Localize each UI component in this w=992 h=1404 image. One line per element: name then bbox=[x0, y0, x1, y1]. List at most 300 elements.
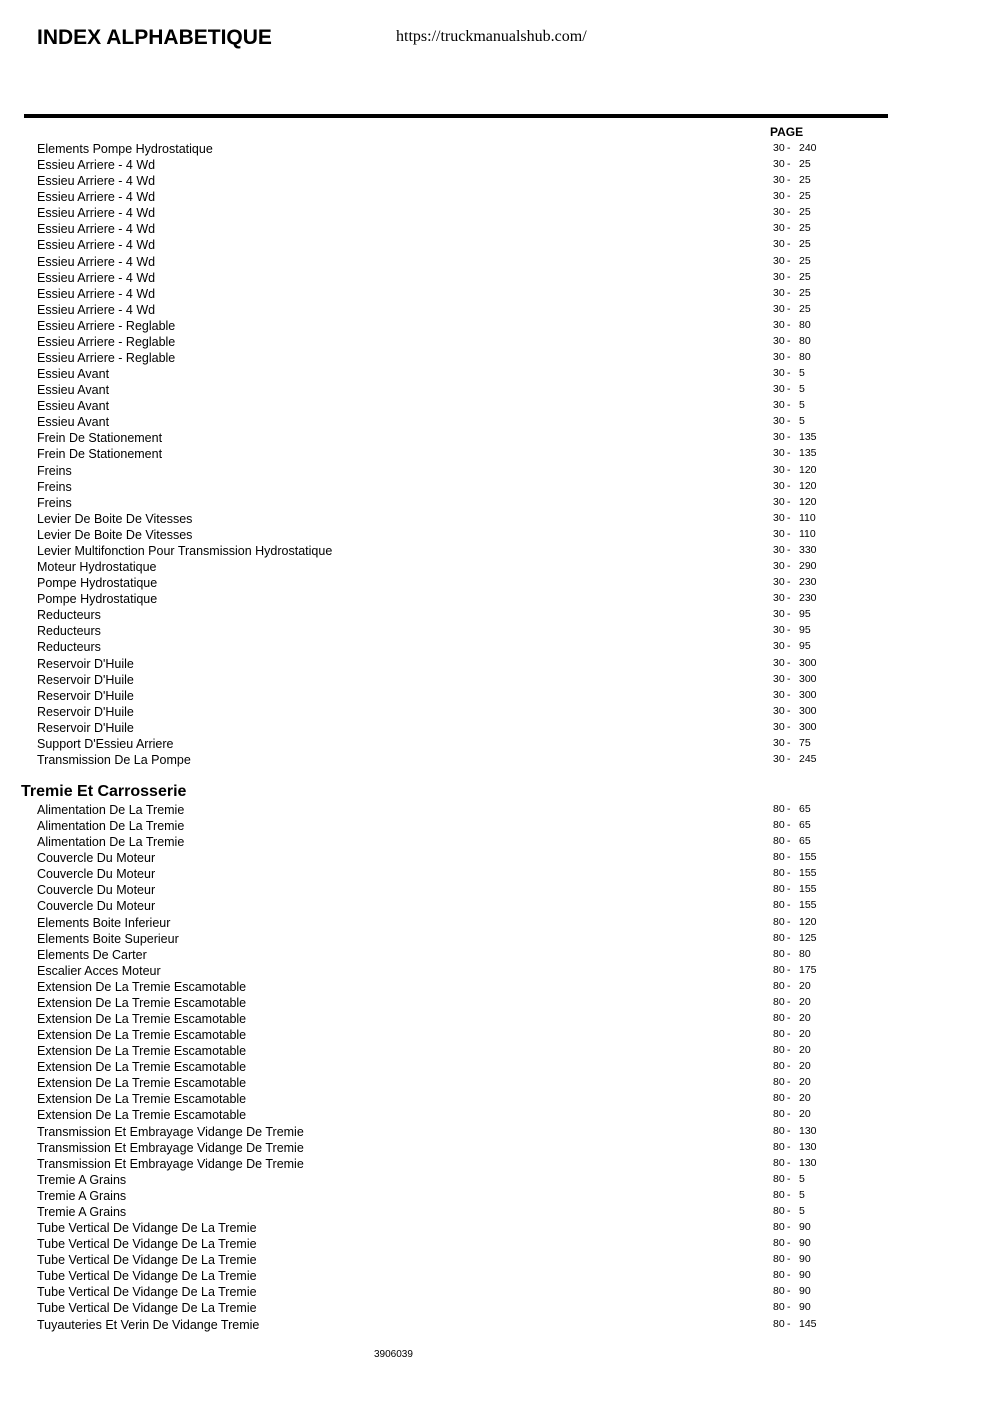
entry-page-number: 90 bbox=[799, 1301, 811, 1314]
index-entry bbox=[0, 607, 992, 623]
entry-name: Alimentation De La Tremie bbox=[37, 803, 185, 817]
entry-page-number: 5 bbox=[799, 1204, 805, 1217]
entry-section-number: 30 bbox=[773, 367, 785, 380]
entry-separator: - bbox=[787, 351, 791, 364]
entry-section-number: 30 bbox=[773, 592, 785, 605]
entry-page-number: 125 bbox=[799, 931, 817, 944]
entry-page-number: 230 bbox=[799, 576, 817, 589]
entry-page-number: 20 bbox=[799, 1028, 811, 1041]
entry-section-number: 30 bbox=[773, 286, 785, 299]
entry-page-number: 135 bbox=[799, 431, 817, 444]
entry-separator: - bbox=[787, 1285, 791, 1298]
entry-name: Extension De La Tremie Escamotable bbox=[37, 995, 247, 1010]
entry-section-number: 80 bbox=[773, 1285, 785, 1298]
index-entry bbox=[0, 1204, 992, 1220]
index-entry bbox=[0, 157, 992, 173]
entry-name: Tuyauteries Et Verin De Vidange Tremie bbox=[37, 1317, 260, 1332]
entry-page-number: 230 bbox=[799, 592, 817, 605]
entry-name: Levier De Boite De Vitesses bbox=[37, 527, 193, 542]
entry-section-number: 80 bbox=[773, 1108, 785, 1121]
entry-page-number: 245 bbox=[799, 752, 817, 765]
entry-name: Transmission Et Embrayage Vidange De Tremie bbox=[37, 1124, 304, 1139]
entry-separator: - bbox=[787, 1108, 791, 1121]
entry-separator: - bbox=[787, 527, 791, 540]
index-entry bbox=[0, 1284, 992, 1300]
index-entry bbox=[0, 446, 992, 462]
entry-name: Reservoir D'Huile bbox=[37, 672, 134, 687]
entry-name: Reservoir D'Huile bbox=[37, 688, 134, 703]
entry-page-number: 300 bbox=[799, 720, 817, 733]
entry-page-number: 25 bbox=[799, 222, 811, 235]
entry-page-number: 5 bbox=[799, 367, 805, 380]
entry-page-number: 155 bbox=[799, 851, 817, 864]
entry-page-number: 20 bbox=[799, 1092, 811, 1105]
index-entry bbox=[0, 898, 992, 914]
index-entry bbox=[0, 1011, 992, 1027]
entry-separator: - bbox=[787, 1044, 791, 1057]
entry-page-number: 20 bbox=[799, 1108, 811, 1121]
index-entry bbox=[0, 205, 992, 221]
entry-separator: - bbox=[787, 979, 791, 992]
index-entry bbox=[0, 1188, 992, 1204]
entry-separator: - bbox=[787, 688, 791, 701]
entry-name: Essieu Arriere - Reglable bbox=[37, 334, 176, 349]
section-heading: Tremie Et Carrosserie bbox=[21, 783, 187, 800]
entry-name: Tremie A Grains bbox=[37, 1188, 127, 1203]
entry-name: Essieu Arriere - 4 Wd bbox=[37, 158, 156, 173]
entry-name: Extension De La Tremie Escamotable bbox=[37, 1012, 247, 1027]
entry-separator: - bbox=[787, 947, 791, 960]
entry-name: Essieu Arriere - 4 Wd bbox=[37, 270, 156, 285]
entry-separator: - bbox=[787, 640, 791, 653]
entry-page-number: 80 bbox=[799, 947, 811, 960]
entry-separator: - bbox=[787, 1156, 791, 1169]
entry-section-number: 30 bbox=[773, 206, 785, 219]
entry-separator: - bbox=[787, 576, 791, 589]
entry-page-number: 80 bbox=[799, 334, 811, 347]
entry-separator: - bbox=[787, 803, 791, 815]
entry-separator: - bbox=[787, 463, 791, 476]
index-entry bbox=[0, 318, 992, 334]
entry-section-number: 80 bbox=[773, 1301, 785, 1314]
index-entry bbox=[0, 463, 992, 479]
entry-page-number: 240 bbox=[799, 142, 817, 154]
entry-section-number: 30 bbox=[773, 399, 785, 412]
entry-separator: - bbox=[787, 1188, 791, 1201]
entry-separator: - bbox=[787, 1317, 791, 1330]
entry-page-number: 110 bbox=[799, 511, 816, 524]
index-entry bbox=[0, 1075, 992, 1091]
entry-separator: - bbox=[787, 915, 791, 928]
entry-page-number: 20 bbox=[799, 979, 811, 992]
index-entry bbox=[0, 656, 992, 672]
entry-page-number: 25 bbox=[799, 254, 811, 267]
entry-separator: - bbox=[787, 656, 791, 669]
entry-page-number: 130 bbox=[799, 1140, 817, 1153]
index-entry bbox=[0, 334, 992, 350]
entry-separator: - bbox=[787, 254, 791, 267]
entry-section-number: 30 bbox=[773, 415, 785, 428]
entry-page-number: 20 bbox=[799, 1076, 811, 1089]
index-entry bbox=[0, 1220, 992, 1236]
entry-name: Reducteurs bbox=[37, 624, 101, 639]
index-entry bbox=[0, 575, 992, 591]
entry-separator: - bbox=[787, 1124, 791, 1137]
index-entry bbox=[0, 688, 992, 704]
entry-name: Levier De Boite De Vitesses bbox=[37, 511, 193, 526]
index-entry bbox=[0, 704, 992, 720]
entry-separator: - bbox=[787, 1028, 791, 1041]
entry-section-number: 30 bbox=[773, 720, 785, 733]
entry-name: Couvercle Du Moteur bbox=[37, 851, 156, 866]
entry-page-number: 25 bbox=[799, 270, 811, 283]
index-entry bbox=[0, 430, 992, 446]
entry-section-number: 30 bbox=[773, 158, 785, 171]
entry-separator: - bbox=[787, 1172, 791, 1185]
index-entry bbox=[0, 1236, 992, 1252]
source-url: https://truckmanualshub.com/ bbox=[396, 28, 587, 45]
index-entry bbox=[0, 1043, 992, 1059]
entry-section-number: 30 bbox=[773, 383, 785, 396]
entry-separator: - bbox=[787, 270, 791, 283]
entry-section-number: 80 bbox=[773, 851, 785, 864]
entry-page-number: 5 bbox=[799, 1188, 805, 1201]
entry-section-number: 80 bbox=[773, 1044, 785, 1057]
entry-page-number: 145 bbox=[799, 1317, 817, 1330]
index-entry bbox=[0, 1300, 992, 1316]
index-entry bbox=[0, 237, 992, 253]
entry-name: Freins bbox=[37, 495, 72, 510]
entry-section-number: 30 bbox=[773, 527, 785, 540]
entry-page-number: 130 bbox=[799, 1124, 817, 1137]
entry-name: Tremie A Grains bbox=[37, 1172, 127, 1187]
entry-separator: - bbox=[787, 560, 791, 573]
entry-separator: - bbox=[787, 835, 791, 848]
entry-page-number: 25 bbox=[799, 206, 811, 219]
entry-page-number: 90 bbox=[799, 1269, 811, 1282]
entry-section-number: 80 bbox=[773, 819, 785, 832]
entry-separator: - bbox=[787, 1269, 791, 1282]
index-entry bbox=[0, 1027, 992, 1043]
entry-section-number: 30 bbox=[773, 254, 785, 267]
entry-name: Transmission De La Pompe bbox=[37, 752, 191, 767]
index-entry bbox=[0, 1156, 992, 1172]
entry-section-number: 30 bbox=[773, 174, 785, 187]
entry-name: Couvercle Du Moteur bbox=[37, 867, 156, 882]
index-entry bbox=[0, 672, 992, 688]
index-entry bbox=[0, 931, 992, 947]
entry-name: Reservoir D'Huile bbox=[37, 704, 134, 719]
entry-section-number: 80 bbox=[773, 1269, 785, 1282]
entry-name: Transmission Et Embrayage Vidange De Tremie bbox=[37, 1140, 304, 1155]
entry-section-number: 80 bbox=[773, 1140, 785, 1153]
entry-name: Couvercle Du Moteur bbox=[37, 899, 156, 914]
entry-page-number: 25 bbox=[799, 238, 811, 251]
index-entry bbox=[0, 995, 992, 1011]
entry-section-number: 30 bbox=[773, 431, 785, 444]
entry-page-number: 5 bbox=[799, 399, 805, 412]
entry-page-number: 20 bbox=[799, 995, 811, 1008]
index-list-group2 bbox=[0, 802, 992, 1333]
entry-section-number: 30 bbox=[773, 576, 785, 589]
entry-separator: - bbox=[787, 720, 791, 733]
index-entry bbox=[0, 882, 992, 898]
entry-page-number: 25 bbox=[799, 190, 811, 203]
entry-name: Essieu Arriere - 4 Wd bbox=[37, 222, 156, 237]
entry-separator: - bbox=[787, 867, 791, 880]
entry-section-number: 80 bbox=[773, 803, 785, 815]
entry-name: Essieu Arriere - Reglable bbox=[37, 351, 176, 366]
entry-section-number: 30 bbox=[773, 447, 785, 460]
entry-separator: - bbox=[787, 1092, 791, 1105]
entry-section-number: 80 bbox=[773, 1317, 785, 1330]
entry-section-number: 80 bbox=[773, 1204, 785, 1217]
entry-separator: - bbox=[787, 752, 791, 765]
index-entry bbox=[0, 834, 992, 850]
entry-separator: - bbox=[787, 142, 791, 154]
entry-section-number: 30 bbox=[773, 640, 785, 653]
index-entry bbox=[0, 1268, 992, 1284]
index-entry bbox=[0, 1107, 992, 1123]
entry-name: Couvercle Du Moteur bbox=[37, 883, 156, 898]
entry-separator: - bbox=[787, 819, 791, 832]
index-entry bbox=[0, 1252, 992, 1268]
entry-name: Pompe Hydrostatique bbox=[37, 576, 158, 591]
index-entry bbox=[0, 1317, 992, 1333]
entry-separator: - bbox=[787, 367, 791, 380]
index-entry bbox=[0, 366, 992, 382]
entry-separator: - bbox=[787, 1012, 791, 1025]
entry-name: Freins bbox=[37, 463, 72, 478]
entry-name: Extension De La Tremie Escamotable bbox=[37, 1028, 247, 1043]
entry-separator: - bbox=[787, 431, 791, 444]
entry-page-number: 90 bbox=[799, 1253, 811, 1266]
entry-name: Essieu Avant bbox=[37, 415, 110, 430]
entry-section-number: 80 bbox=[773, 1221, 785, 1234]
index-entry bbox=[0, 639, 992, 655]
index-entry bbox=[0, 302, 992, 318]
entry-section-number: 30 bbox=[773, 302, 785, 315]
entry-page-number: 5 bbox=[799, 415, 805, 428]
entry-name: Essieu Avant bbox=[37, 383, 110, 398]
entry-section-number: 80 bbox=[773, 931, 785, 944]
index-entry bbox=[0, 736, 992, 752]
entry-separator: - bbox=[787, 383, 791, 396]
entry-name: Extension De La Tremie Escamotable bbox=[37, 1108, 247, 1123]
entry-name: Frein De Stationement bbox=[37, 431, 163, 446]
entry-section-number: 80 bbox=[773, 1060, 785, 1073]
entry-name: Moteur Hydrostatique bbox=[37, 560, 157, 575]
entry-section-number: 80 bbox=[773, 1124, 785, 1137]
entry-page-number: 330 bbox=[799, 543, 817, 556]
index-entry bbox=[0, 1091, 992, 1107]
entry-name: Escalier Acces Moteur bbox=[37, 963, 161, 978]
entry-section-number: 80 bbox=[773, 1237, 785, 1250]
entry-separator: - bbox=[787, 1237, 791, 1250]
entry-section-number: 30 bbox=[773, 222, 785, 235]
entry-separator: - bbox=[787, 704, 791, 717]
entry-section-number: 30 bbox=[773, 479, 785, 492]
entry-name: Tube Vertical De Vidange De La Tremie bbox=[37, 1221, 257, 1236]
entry-name: Reservoir D'Huile bbox=[37, 720, 134, 735]
entry-separator: - bbox=[787, 1253, 791, 1266]
entry-name: Reducteurs bbox=[37, 608, 101, 623]
entry-page-number: 120 bbox=[799, 463, 817, 476]
index-entry bbox=[0, 720, 992, 736]
entry-page-number: 75 bbox=[799, 736, 811, 749]
entry-section-number: 30 bbox=[773, 190, 785, 203]
entry-page-number: 90 bbox=[799, 1285, 811, 1298]
entry-name: Essieu Arriere - 4 Wd bbox=[37, 206, 156, 221]
entry-page-number: 65 bbox=[799, 819, 811, 832]
entry-section-number: 30 bbox=[773, 752, 785, 765]
entry-name: Tube Vertical De Vidange De La Tremie bbox=[37, 1237, 257, 1252]
index-entry bbox=[0, 350, 992, 366]
entry-page-number: 175 bbox=[799, 963, 817, 976]
entry-separator: - bbox=[787, 286, 791, 299]
entry-name: Essieu Avant bbox=[37, 399, 110, 414]
entry-name: Freins bbox=[37, 479, 72, 494]
entry-page-number: 25 bbox=[799, 302, 811, 315]
entry-separator: - bbox=[787, 1221, 791, 1234]
entry-separator: - bbox=[787, 206, 791, 219]
entry-section-number: 80 bbox=[773, 899, 785, 912]
entry-page-number: 300 bbox=[799, 672, 817, 685]
entry-separator: - bbox=[787, 736, 791, 749]
entry-name: Reservoir D'Huile bbox=[37, 656, 134, 671]
entry-name: Tube Vertical De Vidange De La Tremie bbox=[37, 1285, 257, 1300]
entry-name: Levier Multifonction Pour Transmission Hydrostatique bbox=[37, 543, 333, 558]
entry-name: Support D'Essieu Arriere bbox=[37, 736, 174, 751]
entry-name: Essieu Arriere - Reglable bbox=[37, 318, 176, 333]
index-entry bbox=[0, 623, 992, 639]
index-entry bbox=[0, 479, 992, 495]
entry-separator: - bbox=[787, 672, 791, 685]
entry-section-number: 80 bbox=[773, 1092, 785, 1105]
index-entry bbox=[0, 527, 992, 543]
index-entry bbox=[0, 189, 992, 205]
entry-separator: - bbox=[787, 1076, 791, 1089]
index-list-group1 bbox=[0, 141, 992, 768]
index-entry bbox=[0, 414, 992, 430]
index-entry bbox=[0, 270, 992, 286]
entry-name: Frein De Stationement bbox=[37, 447, 163, 462]
entry-page-number: 300 bbox=[799, 656, 817, 669]
entry-section-number: 80 bbox=[773, 1253, 785, 1266]
entry-section-number: 80 bbox=[773, 947, 785, 960]
entry-name: Pompe Hydrostatique bbox=[37, 592, 158, 607]
entry-page-number: 95 bbox=[799, 624, 811, 637]
index-entry bbox=[0, 963, 992, 979]
index-entry bbox=[0, 979, 992, 995]
entry-section-number: 80 bbox=[773, 867, 785, 880]
entry-section-number: 80 bbox=[773, 883, 785, 896]
index-entry bbox=[0, 543, 992, 559]
entry-name: Extension De La Tremie Escamotable bbox=[37, 1060, 247, 1075]
entry-page-number: 80 bbox=[799, 351, 811, 364]
index-entry bbox=[0, 591, 992, 607]
entry-name: Essieu Arriere - 4 Wd bbox=[37, 254, 156, 269]
entry-page-number: 290 bbox=[799, 560, 817, 573]
index-entry bbox=[0, 915, 992, 931]
entry-section-number: 30 bbox=[773, 656, 785, 669]
entry-page-number: 20 bbox=[799, 1044, 811, 1057]
entry-page-number: 65 bbox=[799, 803, 811, 815]
entry-separator: - bbox=[787, 511, 791, 524]
entry-name: Elements Boite Superieur bbox=[37, 931, 179, 946]
index-entry bbox=[0, 254, 992, 270]
index-entry bbox=[0, 173, 992, 189]
entry-page-number: 155 bbox=[799, 867, 817, 880]
index-entry bbox=[0, 141, 992, 157]
index-entry bbox=[0, 947, 992, 963]
index-entry bbox=[0, 1059, 992, 1075]
index-entry bbox=[0, 752, 992, 768]
entry-separator: - bbox=[787, 1060, 791, 1073]
entry-page-number: 25 bbox=[799, 174, 811, 187]
index-entry bbox=[0, 850, 992, 866]
index-entry bbox=[0, 559, 992, 575]
entry-name: Essieu Arriere - 4 Wd bbox=[37, 190, 156, 205]
entry-name: Extension De La Tremie Escamotable bbox=[37, 979, 247, 994]
entry-name: Extension De La Tremie Escamotable bbox=[37, 1092, 247, 1107]
entry-name: Reducteurs bbox=[37, 640, 101, 655]
index-entry bbox=[0, 495, 992, 511]
entry-separator: - bbox=[787, 995, 791, 1008]
entry-page-number: 5 bbox=[799, 383, 805, 396]
entry-page-number: 25 bbox=[799, 286, 811, 299]
entry-section-number: 80 bbox=[773, 1156, 785, 1169]
entry-name: Alimentation De La Tremie bbox=[37, 819, 185, 834]
entry-name: Essieu Arriere - 4 Wd bbox=[37, 302, 156, 317]
entry-separator: - bbox=[787, 963, 791, 976]
entry-page-number: 155 bbox=[799, 899, 817, 912]
entry-separator: - bbox=[787, 238, 791, 251]
entry-section-number: 30 bbox=[773, 318, 785, 331]
entry-page-number: 300 bbox=[799, 704, 817, 717]
entry-name: Tremie A Grains bbox=[37, 1204, 127, 1219]
entry-page-number: 155 bbox=[799, 883, 817, 896]
entry-separator: - bbox=[787, 318, 791, 331]
entry-separator: - bbox=[787, 302, 791, 315]
index-entry bbox=[0, 1124, 992, 1140]
entry-separator: - bbox=[787, 931, 791, 944]
entry-section-number: 30 bbox=[773, 334, 785, 347]
entry-name: Elements Boite Inferieur bbox=[37, 915, 171, 930]
entry-separator: - bbox=[787, 190, 791, 203]
entry-name: Tube Vertical De Vidange De La Tremie bbox=[37, 1269, 257, 1284]
entry-section-number: 30 bbox=[773, 736, 785, 749]
entry-name: Elements De Carter bbox=[37, 947, 147, 962]
entry-section-number: 80 bbox=[773, 1076, 785, 1089]
entry-separator: - bbox=[787, 399, 791, 412]
page-column-header: PAGE bbox=[770, 125, 804, 139]
entry-section-number: 30 bbox=[773, 672, 785, 685]
entry-name: Tube Vertical De Vidange De La Tremie bbox=[37, 1301, 257, 1316]
index-entry bbox=[0, 818, 992, 834]
entry-page-number: 20 bbox=[799, 1060, 811, 1073]
index-entry bbox=[0, 1172, 992, 1188]
index-entry bbox=[0, 221, 992, 237]
index-entry bbox=[0, 511, 992, 527]
entry-page-number: 80 bbox=[799, 318, 811, 331]
entry-separator: - bbox=[787, 447, 791, 460]
index-entry bbox=[0, 398, 992, 414]
entry-page-number: 95 bbox=[799, 608, 811, 621]
entry-page-number: 120 bbox=[799, 479, 817, 492]
entry-name: Essieu Arriere - 4 Wd bbox=[37, 238, 156, 253]
entry-separator: - bbox=[787, 883, 791, 896]
